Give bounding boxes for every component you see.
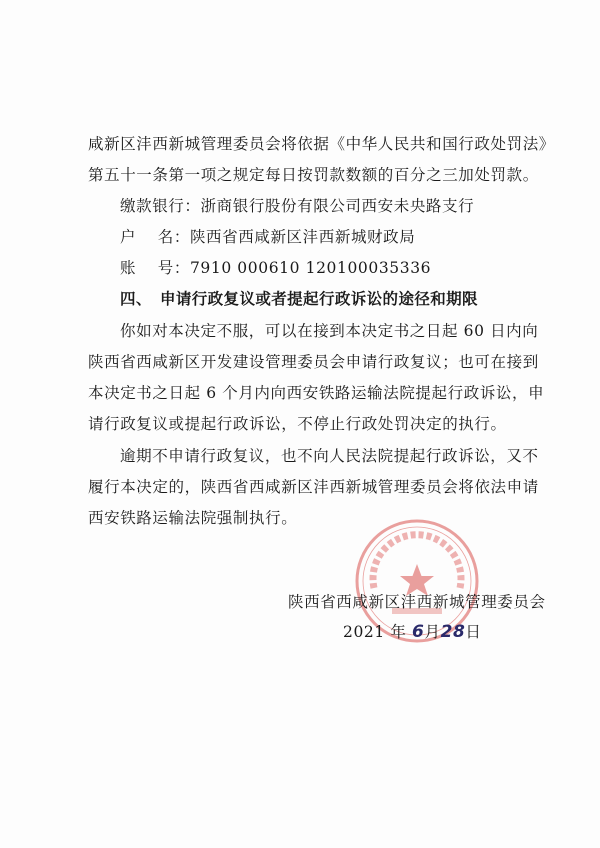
para1-line-1: 你如对本决定不服，可以在接到本决定书之日起 60 日内向 bbox=[120, 322, 539, 340]
date-day-handwritten: 28 bbox=[440, 622, 466, 642]
bank-name: 浙商银行股份有限公司西安未央路支行 bbox=[200, 197, 475, 215]
issue-date bbox=[343, 620, 482, 642]
para2-line-1: 逾期不申请行政复议，也不向人民法院提起行政诉讼，又不 bbox=[120, 447, 539, 465]
date-month-handwritten: 6 bbox=[412, 622, 425, 642]
account-no-row bbox=[120, 257, 431, 279]
account-name-row bbox=[120, 226, 415, 248]
account-name-label: 户 名： bbox=[120, 228, 190, 246]
para1-line-4: 请行政复议或提起行政诉讼，不停止行政处罚决定的执行。 bbox=[88, 415, 507, 433]
para1-line-3: 本决定书之日起 6 个月内向西安铁路运输法院提起行政诉讼，申 bbox=[88, 384, 545, 402]
para2-line-2: 履行本决定的，陕西省西咸新区沣西新城管理委员会将依法申请 bbox=[88, 478, 539, 496]
account-no-label: 账 号： bbox=[120, 259, 190, 277]
bank-label: 缴款银行： bbox=[120, 197, 201, 215]
body-line-1: 咸新区沣西新城管理委员会将依据《中华人民共和国行政处罚法》 bbox=[88, 135, 555, 153]
para2-line-3: 西安铁路运输法院强制执行。 bbox=[88, 509, 298, 527]
date-year: 2021 年 bbox=[343, 623, 407, 641]
bank-row bbox=[120, 195, 474, 217]
issuing-organization: 陕西省西咸新区沣西新城管理委员会 bbox=[288, 593, 546, 611]
account-no: 7910 000610 120100035336 bbox=[189, 259, 432, 277]
section-4-heading: 四、 申请行政复议或者提起行政诉讼的途径和期限 bbox=[120, 289, 478, 308]
body-line-2: 第五十一条第一项之规定每日按罚款数额的百分之三加处罚款。 bbox=[88, 166, 539, 184]
date-day-unit: 日 bbox=[465, 623, 482, 641]
date-month-unit: 月 bbox=[424, 623, 441, 641]
para1-line-2: 陕西省西咸新区开发建设管理委员会申请行政复议；也可在接到 bbox=[88, 353, 539, 371]
account-name: 陕西省西咸新区沣西新城财政局 bbox=[189, 228, 416, 246]
